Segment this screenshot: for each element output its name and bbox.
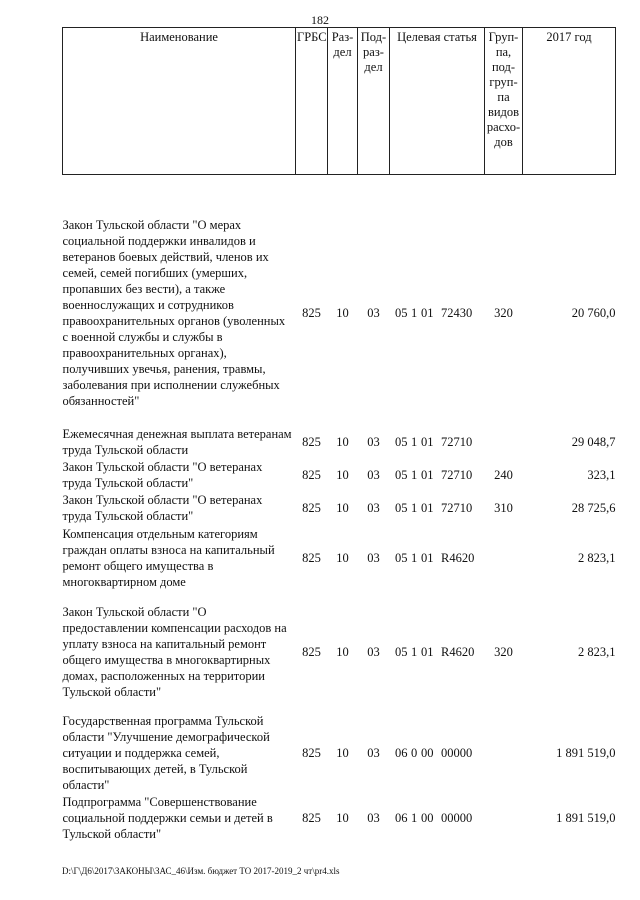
header-target-article: Целевая статья — [390, 28, 485, 175]
row-target-article: 05 1 01 72710 — [395, 501, 473, 515]
row-name: Закон Тульской области "О мерах социальной поддержки инвалидов и ветеранов боевых действий, членов их семей, семей погибших (умерших, пропавших без вести), а также военнослужащих и сотрудников правоохранительных органов (уволенных с военной службы и службы в правоохранительных органах), получивших увечья, ранения, травмы, заболевания при исполнении служебных обязанностей" — [62, 217, 286, 408]
row-target-article: 06 1 00 00000 — [395, 810, 473, 825]
table-row — [63, 525, 616, 591]
row-expense-group — [485, 525, 523, 591]
header-row — [63, 28, 616, 175]
row-grbs: 825 — [302, 434, 321, 449]
row-amount: 29 048,7 — [571, 434, 616, 449]
row-name: Закон Тульской области "О ветеранах труда Тульской области" — [62, 493, 263, 523]
row-razdel: 10 — [336, 745, 349, 760]
page-number: 182 — [311, 13, 329, 27]
row-grbs: 825 — [302, 745, 321, 760]
row-target-article: 05 1 01 R4620 — [395, 644, 475, 659]
row-podrazdel: 03 — [367, 644, 380, 659]
header-podrazdel: Под- раз- дел — [358, 28, 390, 175]
row-amount: 28 725,6 — [571, 501, 616, 515]
row-grbs: 825 — [302, 305, 321, 320]
row-target-article: 06 0 00 00000 — [395, 745, 473, 760]
header-name: Наименование — [63, 28, 296, 175]
table-row — [63, 425, 616, 459]
row-grbs: 825 — [302, 644, 321, 659]
row-podrazdel: 03 — [367, 305, 380, 320]
row-name: Компенсация отдельным категориям граждан оплаты взноса на капитальный ремонт общего имущества в многоквартирном доме — [62, 526, 275, 589]
row-expense-group — [485, 713, 523, 793]
row-podrazdel: 03 — [367, 434, 380, 449]
row-amount: 1 891 519,0 — [556, 810, 616, 825]
row-target-article: 05 1 01 72430 — [395, 305, 473, 320]
header-expense-group: Груп- па, под- груп- па видов расхо- дов — [485, 28, 523, 175]
row-expense-group: 310 — [494, 501, 513, 515]
row-amount: 1 891 519,0 — [556, 745, 616, 760]
row-grbs: 825 — [302, 810, 321, 825]
header-razdel: Раз- дел — [328, 28, 358, 175]
row-razdel: 10 — [336, 644, 349, 659]
table-row — [63, 603, 616, 701]
row-amount: 323,1 — [587, 468, 616, 482]
footer-file-path: D:\Г\Д6\2017\ЗАКОНЫ\ЗАС_46\Изм. бюджет ТО 2017-2019_2 чт\pr4.xls — [62, 866, 340, 876]
row-razdel: 10 — [336, 550, 349, 565]
header-year: 2017 год — [523, 28, 616, 175]
header-grbs: ГРБС — [296, 28, 328, 175]
row-grbs: 825 — [302, 550, 321, 565]
row-expense-group — [485, 793, 523, 843]
row-grbs: 825 — [302, 468, 321, 482]
row-target-article: 05 1 01 72710 — [395, 468, 473, 482]
row-name: Закон Тульской области "О ветеранах труда Тульской области" — [62, 460, 263, 490]
row-razdel: 10 — [336, 434, 349, 449]
row-podrazdel: 03 — [367, 810, 380, 825]
row-razdel: 10 — [336, 468, 349, 482]
row-target-article: 05 1 01 R4620 — [395, 550, 475, 565]
row-expense-group: 240 — [494, 468, 513, 482]
row-target-article: 05 1 01 72710 — [395, 434, 473, 449]
spacer-row — [63, 175, 616, 215]
row-razdel: 10 — [336, 501, 349, 515]
row-expense-group: 320 — [494, 644, 513, 659]
row-expense-group — [485, 425, 523, 459]
row-podrazdel: 03 — [367, 501, 380, 515]
row-grbs: 825 — [302, 501, 321, 515]
row-razdel: 10 — [336, 305, 349, 320]
row-amount: 2 823,1 — [578, 644, 616, 659]
row-expense-group: 320 — [494, 305, 513, 320]
spacer-row — [63, 591, 616, 603]
row-amount: 2 823,1 — [578, 550, 616, 565]
row-podrazdel: 03 — [367, 745, 380, 760]
budget-table — [62, 27, 616, 843]
row-razdel: 10 — [336, 810, 349, 825]
row-podrazdel: 03 — [367, 468, 380, 482]
spacer-row — [63, 701, 616, 713]
table-row — [63, 459, 616, 492]
spacer-row — [63, 411, 616, 425]
table-row — [63, 793, 616, 843]
row-amount: 20 760,0 — [571, 305, 616, 320]
table-row — [63, 713, 616, 793]
row-name: Подпрограмма "Совершенствование социальной поддержки семьи и детей в Тульской области" — [62, 794, 273, 841]
row-name: Закон Тульской области "О предоставлении компенсации расходов на уплату взноса на капитальный ремонт общего имущества в многоквартирных домах, расположенных на территории Тульской области" — [62, 604, 287, 699]
row-name: Государственная программа Тульской области "Улучшение демографической ситуации и поддержка семей, воспитывающих детей, в Тульской области" — [62, 713, 270, 792]
row-podrazdel: 03 — [367, 550, 380, 565]
table-row — [63, 215, 616, 411]
table-row — [63, 492, 616, 525]
row-name: Ежемесячная денежная выплата ветеранам труда Тульской области — [62, 426, 292, 457]
